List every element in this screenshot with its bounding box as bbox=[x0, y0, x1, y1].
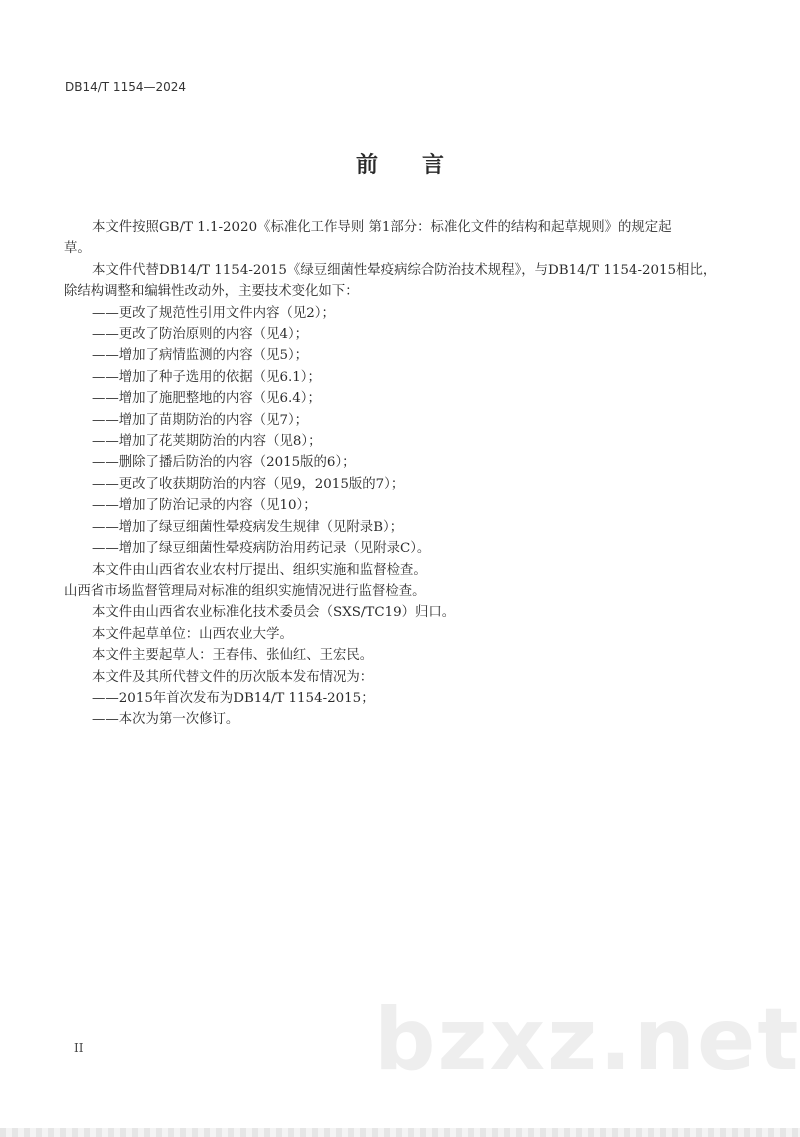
paragraph-line: ——本次为第一次修订。 bbox=[92, 712, 240, 728]
paragraph-line: 本文件代替DB14/T 1154-2015《绿豆细菌性晕疫病综合防治技术规程》，与DB14/T 1154-2015相比， bbox=[92, 262, 717, 278]
paragraph-line: 除结构调整和编辑性改动外，主要技术变化如下： bbox=[64, 284, 359, 300]
title-char-1: 前 bbox=[355, 153, 378, 178]
paragraph-line: ——增加了种子选用的依据（见6.1）； bbox=[92, 369, 321, 385]
paragraph-line: ——删除了播后防治的内容（2015版的6）； bbox=[92, 455, 356, 471]
page-title bbox=[0, 148, 800, 179]
paragraph-line: ——增加了病情监测的内容（见5）； bbox=[92, 348, 309, 364]
paragraph-line: 本文件按照GB/T 1.1-2020《标准化工作导则 第1部分：标准化文件的结构和起草规则》的规定起 bbox=[92, 220, 672, 235]
paragraph-line: ——更改了规范性引用文件内容（见2）； bbox=[92, 305, 335, 321]
paragraph-line: ——增加了施肥整地的内容（见6.4）； bbox=[92, 391, 321, 407]
paragraph-line: 本文件及其所代替文件的历次版本发布情况为： bbox=[92, 669, 374, 685]
page-number: II bbox=[74, 1041, 84, 1055]
paragraph-line: ——更改了防治原则的内容（见4）； bbox=[92, 327, 309, 343]
paragraph-line: ——增加了苗期防治的内容（见7）； bbox=[92, 412, 309, 428]
paragraph-line: ——增加了绿豆细菌性晕疫病防治用药记录（见附录C）。 bbox=[92, 541, 431, 557]
paragraph-line: ——增加了绿豆细菌性晕疫病发生规律（见附录B）； bbox=[92, 519, 404, 535]
paragraph-line: 本文件起草单位：山西农业大学。 bbox=[92, 626, 293, 642]
document-code: DB14/T 1154—2024 bbox=[65, 80, 187, 94]
foreword-body bbox=[64, 217, 732, 731]
paragraph-line: 本文件由山西省农业标准化技术委员会（SXS/TC19）归口。 bbox=[92, 605, 456, 621]
paragraph-line: 草。 bbox=[64, 241, 91, 257]
paragraph-line: 山西省市场监督管理局对标准的组织实施情况进行监督检查。 bbox=[64, 583, 426, 599]
paragraph-line: ——更改了收获期防治的内容（见9，2015版的7）； bbox=[92, 476, 405, 492]
paragraph-line: ——增加了花荚期防治的内容（见8）； bbox=[92, 434, 322, 450]
title-char-2: 言 bbox=[422, 153, 445, 178]
paragraph-line: 本文件主要起草人：王春伟、张仙红、王宏民。 bbox=[92, 648, 374, 664]
bottom-edge bbox=[0, 1128, 800, 1137]
paragraph-line: ——增加了防治记录的内容（见10）； bbox=[92, 498, 317, 514]
watermark: bzxz.net bbox=[374, 990, 800, 1090]
paragraph-line: 本文件由山西省农业农村厅提出、组织实施和监督检查。 bbox=[92, 562, 427, 578]
paragraph-line: ——2015年首次发布为DB14/T 1154-2015； bbox=[92, 690, 375, 706]
